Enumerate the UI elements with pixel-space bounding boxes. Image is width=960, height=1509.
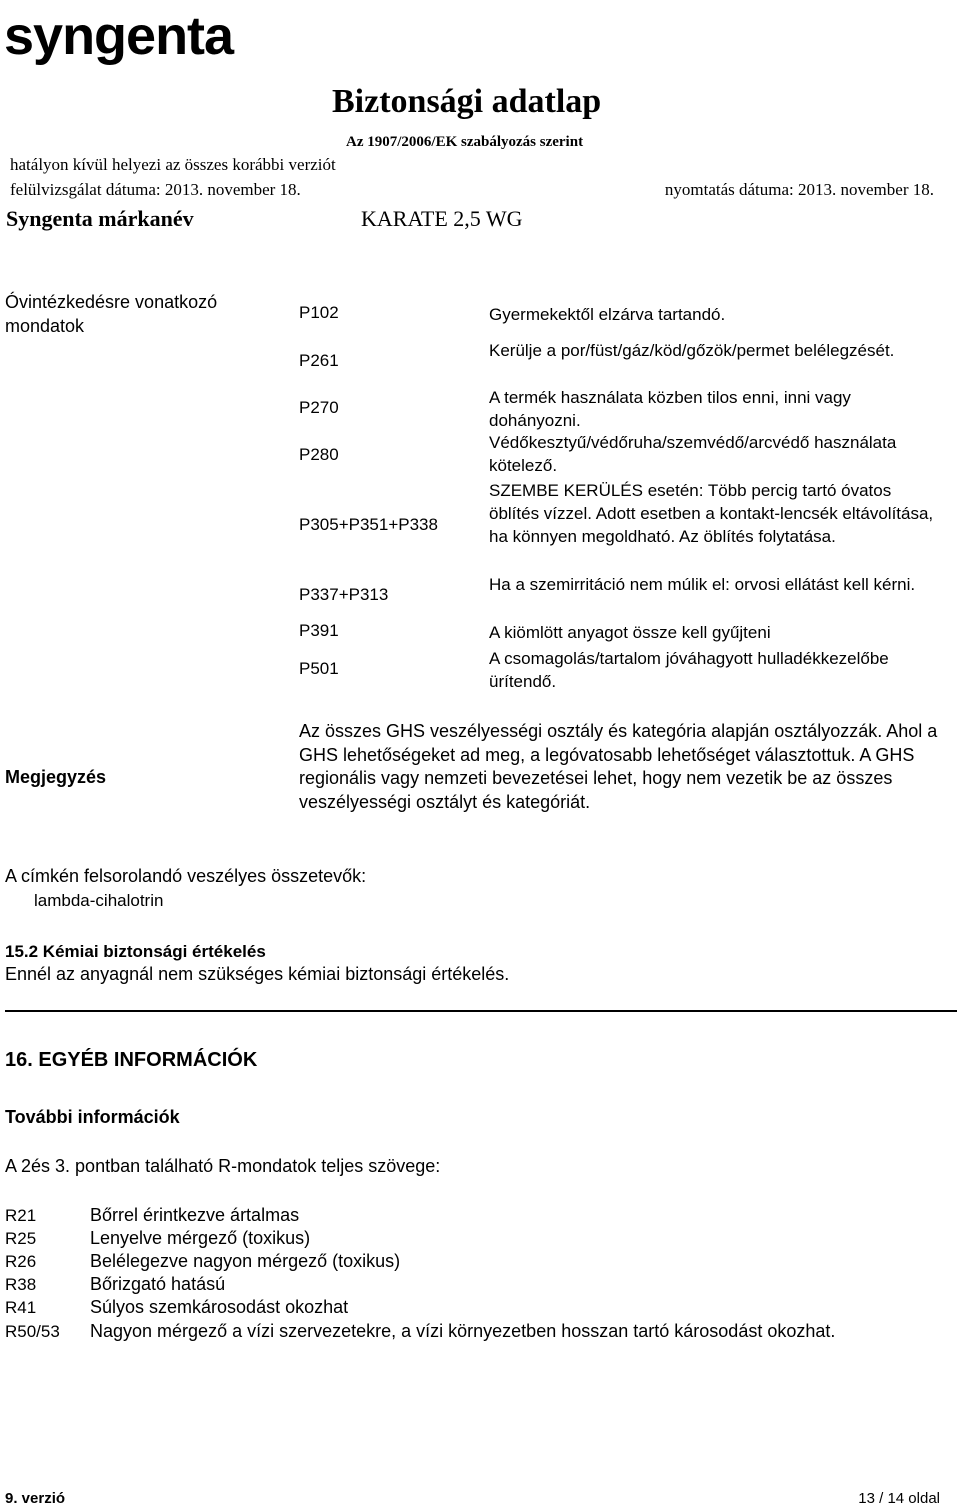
- precaution-code: P501: [299, 659, 339, 678]
- section-15-2-heading: 15.2 Kémiai biztonsági értékelés: [5, 942, 266, 961]
- r-phrase-code: R50/53: [5, 1322, 60, 1341]
- precaution-code: P305+P351+P338: [299, 515, 438, 534]
- r-phrase-code: R25: [5, 1229, 37, 1248]
- r-phrase-text: Bőrrel érintkezve ártalmas: [90, 1205, 300, 1225]
- precaution-text: A csomagolás/tartalom jóváhagyott hulladékkezelőbe ürítendő.: [489, 649, 889, 691]
- hazardous-components-label: A címkén felsorolandó veszélyes összetevők:: [5, 866, 367, 886]
- precaution-code: P270: [299, 398, 339, 417]
- r-phrase-code: R38: [5, 1275, 37, 1294]
- precautions-label: Óvintézkedésre vonatkozó mondatok: [5, 292, 218, 336]
- r-phrase-code: R41: [5, 1298, 37, 1317]
- precaution-code: P337+P313: [299, 585, 389, 604]
- hazardous-component: lambda-cihalotrin: [34, 891, 164, 910]
- product-name: KARATE 2,5 WG: [361, 206, 523, 231]
- section-divider: [5, 1010, 957, 1012]
- precaution-text: A kiömlött anyagot össze kell gyűjteni: [489, 623, 771, 642]
- precaution-text: A termék használata közben tilos enni, inni vagy dohányozni.: [489, 388, 851, 430]
- print-date: nyomtatás dátuma: 2013. november 18.: [664, 180, 934, 199]
- precaution-text: Kerülje a por/füst/gáz/köd/gőzök/permet belélegzését.: [489, 341, 895, 360]
- r-phrase-text: Lenyelve mérgező (toxikus): [90, 1228, 311, 1248]
- precaution-code: P261: [299, 351, 339, 370]
- precaution-text: Védőkesztyű/védőruha/szemvédő/arcvédő használata kötelező.: [489, 433, 897, 475]
- precaution-code: P102: [299, 303, 339, 322]
- r-phrase-code: R26: [5, 1252, 37, 1271]
- regulation-reference: Az 1907/2006/EK szabályozás szerint: [346, 134, 584, 150]
- document-title: Biztonsági adatlap: [332, 83, 602, 120]
- page-number: 13 / 14 oldal: [858, 1490, 940, 1507]
- brand-label: Syngenta márkanév: [6, 206, 194, 231]
- r-phrase-text: Belélegezve nagyon mérgező (toxikus): [90, 1251, 401, 1271]
- r-phrase-code: R21: [5, 1206, 37, 1225]
- supersedes-note: hatályon kívül helyezi az összes korábbi verziót: [10, 155, 336, 174]
- syngenta-logo: syngenta: [4, 6, 234, 66]
- r-phrase-text: Bőrizgató hatású: [90, 1274, 226, 1294]
- r-phrases-intro: A 2és 3. pontban található R-mondatok teljes szövege:: [5, 1156, 441, 1176]
- note-label: Megjegyzés: [5, 767, 107, 787]
- precaution-text: Ha a szemirritáció nem múlik el: orvosi ellátást kell kérni.: [489, 575, 916, 594]
- precaution-text: Gyermekektől elzárva tartandó.: [489, 305, 726, 324]
- r-phrase-text: Nagyon mérgező a vízi szervezetekre, a vízi környezetben hosszan tartó károsodást okozhat.: [90, 1321, 836, 1341]
- precaution-code: P391: [299, 621, 339, 640]
- precaution-code: P280: [299, 445, 339, 464]
- section-16-heading: 16. EGYÉB INFORMÁCIÓK: [5, 1049, 258, 1071]
- further-info-heading: További információk: [5, 1107, 180, 1127]
- note-text: Az összes GHS veszélyességi osztály és kategória alapján osztályozzák. Ahol a GHS lehetőségeket ad meg, a legóvatosabb lehetőséget választottuk. A GHS regionális vagy nemzeti bevezetései lehet, hogy nem vezetik be az összes veszélyességi osztályt és kategóriát.: [299, 721, 938, 812]
- revision-date: felülvizsgálat dátuma: 2013. november 18.: [10, 180, 301, 199]
- section-15-2-text: Ennél az anyagnál nem szükséges kémiai biztonsági értékelés.: [5, 964, 510, 984]
- r-phrase-text: Súlyos szemkárosodást okozhat: [90, 1297, 349, 1317]
- version-label: 9. verzió: [5, 1490, 66, 1507]
- precaution-text: SZEMBE KERÜLÉS esetén: Több percig tartó óvatos öblítés vízzel. Adott esetben a kontakt-lencsék eltávolítása, ha könnyen megoldható. Az öblítés folytatása.: [489, 481, 934, 546]
